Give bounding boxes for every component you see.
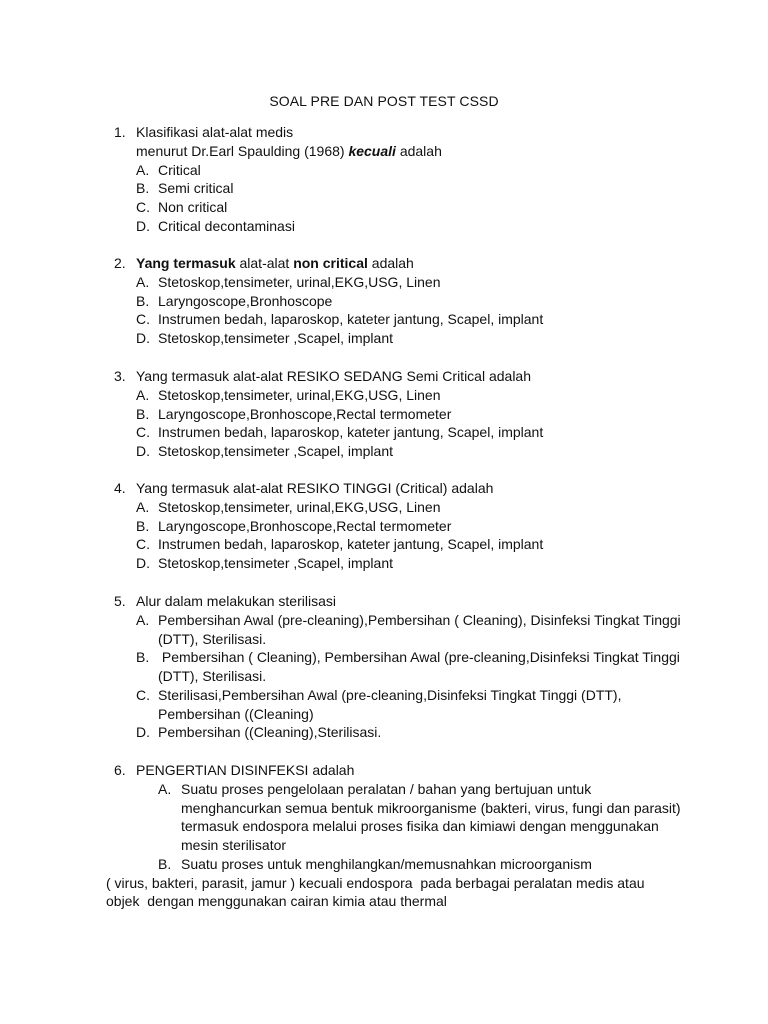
option-a — [114, 498, 694, 517]
option-text: menghancurkan semua bentuk mikroorganisme (bakteri, virus, fungi dan parasit) — [181, 799, 681, 816]
option-letter: A. — [136, 611, 150, 628]
option-letter: B. — [136, 649, 150, 666]
option-letter: D. — [136, 443, 150, 459]
option-text: Pembersihan ((Cleaning) — [158, 705, 314, 722]
option-letter: B. — [136, 405, 150, 422]
option-a — [114, 386, 694, 405]
question-number: 3. — [114, 368, 126, 384]
option-letter: C. — [136, 686, 150, 703]
question-5 — [114, 592, 694, 742]
question-4 — [114, 479, 694, 573]
option-continuation: ( virus, bakteri, parasit, jamur ) kecuali endospora pada berbagai peralatan medis atau — [106, 874, 645, 891]
option-text: Suatu proses untuk menghilangkan/memusnahkan microorganism — [181, 855, 592, 872]
option-text: Sterilisasi,Pembersihan Awal (pre-cleaning,Disinfeksi Tingkat Tinggi (DTT), — [158, 686, 622, 703]
option-letter: C. — [136, 424, 150, 441]
question-number: 6. — [114, 762, 126, 778]
stem-line: Klasifikasi alat-alat medis — [136, 124, 294, 140]
option-text: Laryngoscope,Bronhoscope,Rectal termometer — [158, 405, 452, 422]
stem-emphasis: kecuali — [348, 142, 396, 159]
document-title: SOAL PRE DAN POST TEST CSSD — [269, 93, 499, 109]
option-c — [114, 423, 694, 442]
stem-text: adalah — [395, 142, 442, 159]
stem-text: menurut Dr.Earl Spaulding (1968) — [136, 142, 349, 159]
question-stem: PENGERTIAN DISINFEKSI adalah — [136, 762, 355, 778]
question-stem: Yang termasuk alat-alat RESIKO SEDANG Semi Critical adalah — [136, 368, 532, 384]
question-number: 2. — [114, 255, 126, 271]
option-text: Stetoskop,tensimeter ,Scapel, implant — [158, 330, 394, 346]
option-a — [114, 611, 694, 649]
option-text: Critical decontaminasi — [158, 217, 295, 234]
option-text: Suatu proses pengelolaan peralatan / bahan yang bertujuan untuk — [181, 780, 592, 797]
question-2 — [114, 254, 694, 348]
option-d — [114, 723, 694, 742]
option-text: termasuk endospora melalui proses fisika dan kimiawi dengan menggunakan — [181, 818, 659, 835]
option-d — [114, 554, 694, 573]
option-b — [114, 517, 694, 536]
option-text: Laryngoscope,Bronhoscope — [158, 292, 333, 309]
stem-emphasis: non critical — [293, 255, 368, 271]
question-1 — [114, 123, 694, 236]
option-text: Pembersihan ( Cleaning), Pembersihan Awal (pre-cleaning,Disinfeksi Tingkat Tinggi — [158, 649, 680, 666]
option-letter: A. — [158, 780, 172, 797]
question-number: 5. — [114, 593, 126, 609]
stem-emphasis: Yang termasuk — [136, 255, 236, 271]
option-letter: D. — [136, 555, 150, 571]
option-c — [114, 686, 694, 724]
option-letter: D. — [136, 724, 150, 741]
option-text: Stetoskop,tensimeter ,Scapel, implant — [158, 555, 394, 571]
option-text: Pembersihan ((Cleaning),Sterilisasi. — [158, 724, 382, 741]
option-text: Stetoskop,tensimeter, urinal,EKG,USG, Linen — [158, 498, 441, 515]
option-text: Stetoskop,tensimeter ,Scapel, implant — [158, 443, 394, 459]
question-6 — [106, 761, 694, 911]
question-stem: Alur dalam melakukan sterilisasi — [136, 593, 336, 609]
option-a — [114, 273, 694, 292]
option-letter: C. — [136, 199, 150, 215]
option-text: Laryngoscope,Bronhoscope,Rectal termometer — [158, 517, 452, 534]
option-letter: A. — [136, 498, 150, 515]
option-b — [114, 405, 694, 424]
option-text: (DTT), Sterilisasi. — [158, 668, 267, 684]
option-text: Instrumen bedah, laparoskop, kateter jantung, Scapel, implant — [158, 311, 544, 328]
question-stem — [136, 123, 694, 161]
option-letter: D. — [136, 217, 150, 234]
option-letter: D. — [136, 330, 150, 346]
option-text: Stetoskop,tensimeter, urinal,EKG,USG, Linen — [158, 273, 441, 290]
option-b — [114, 179, 694, 198]
option-text: Non critical — [158, 199, 228, 215]
option-text: Critical — [158, 161, 201, 178]
option-letter: A. — [136, 161, 150, 178]
question-stem — [136, 254, 694, 273]
option-letter: A. — [136, 386, 150, 403]
option-letter: B. — [136, 517, 150, 534]
option-d — [114, 442, 694, 461]
question-stem: Yang termasuk alat-alat RESIKO TINGGI (Critical) adalah — [136, 480, 494, 496]
question-number: 1. — [114, 124, 126, 140]
stem-text: alat-alat — [235, 255, 294, 271]
option-letter: B. — [136, 292, 150, 309]
option-text: Instrumen bedah, laparoskop, kateter jantung, Scapel, implant — [158, 536, 544, 553]
option-text: Instrumen bedah, laparoskop, kateter jantung, Scapel, implant — [158, 424, 544, 441]
option-c — [114, 535, 694, 554]
option-text: Semi critical — [158, 180, 234, 197]
option-text: (DTT), Sterilisasi. — [158, 630, 267, 647]
question-number: 4. — [114, 480, 126, 496]
option-text: Stetoskop,tensimeter, urinal,EKG,USG, Linen — [158, 386, 441, 403]
stem-line — [136, 142, 694, 161]
option-letter: C. — [136, 311, 150, 328]
option-b — [114, 648, 694, 686]
option-d — [114, 329, 694, 348]
option-letter: A. — [136, 273, 150, 290]
option-a — [114, 780, 694, 855]
stem-text: adalah — [367, 255, 414, 271]
option-a — [114, 161, 694, 180]
option-continuation: objek dengan menggunakan cairan kimia atau thermal — [106, 893, 447, 910]
option-text: Pembersihan Awal (pre-cleaning),Pembersihan ( Cleaning), Disinfeksi Tingkat Tinggi — [158, 611, 681, 628]
option-letter: B. — [158, 855, 172, 872]
option-letter: B. — [136, 180, 150, 197]
option-letter: C. — [136, 536, 150, 553]
option-c — [114, 310, 694, 329]
option-d — [114, 217, 694, 236]
option-b — [114, 292, 694, 311]
option-text: mesin sterilisator — [181, 837, 287, 853]
option-b — [114, 855, 694, 874]
option-c — [114, 198, 694, 217]
question-3 — [114, 367, 694, 461]
